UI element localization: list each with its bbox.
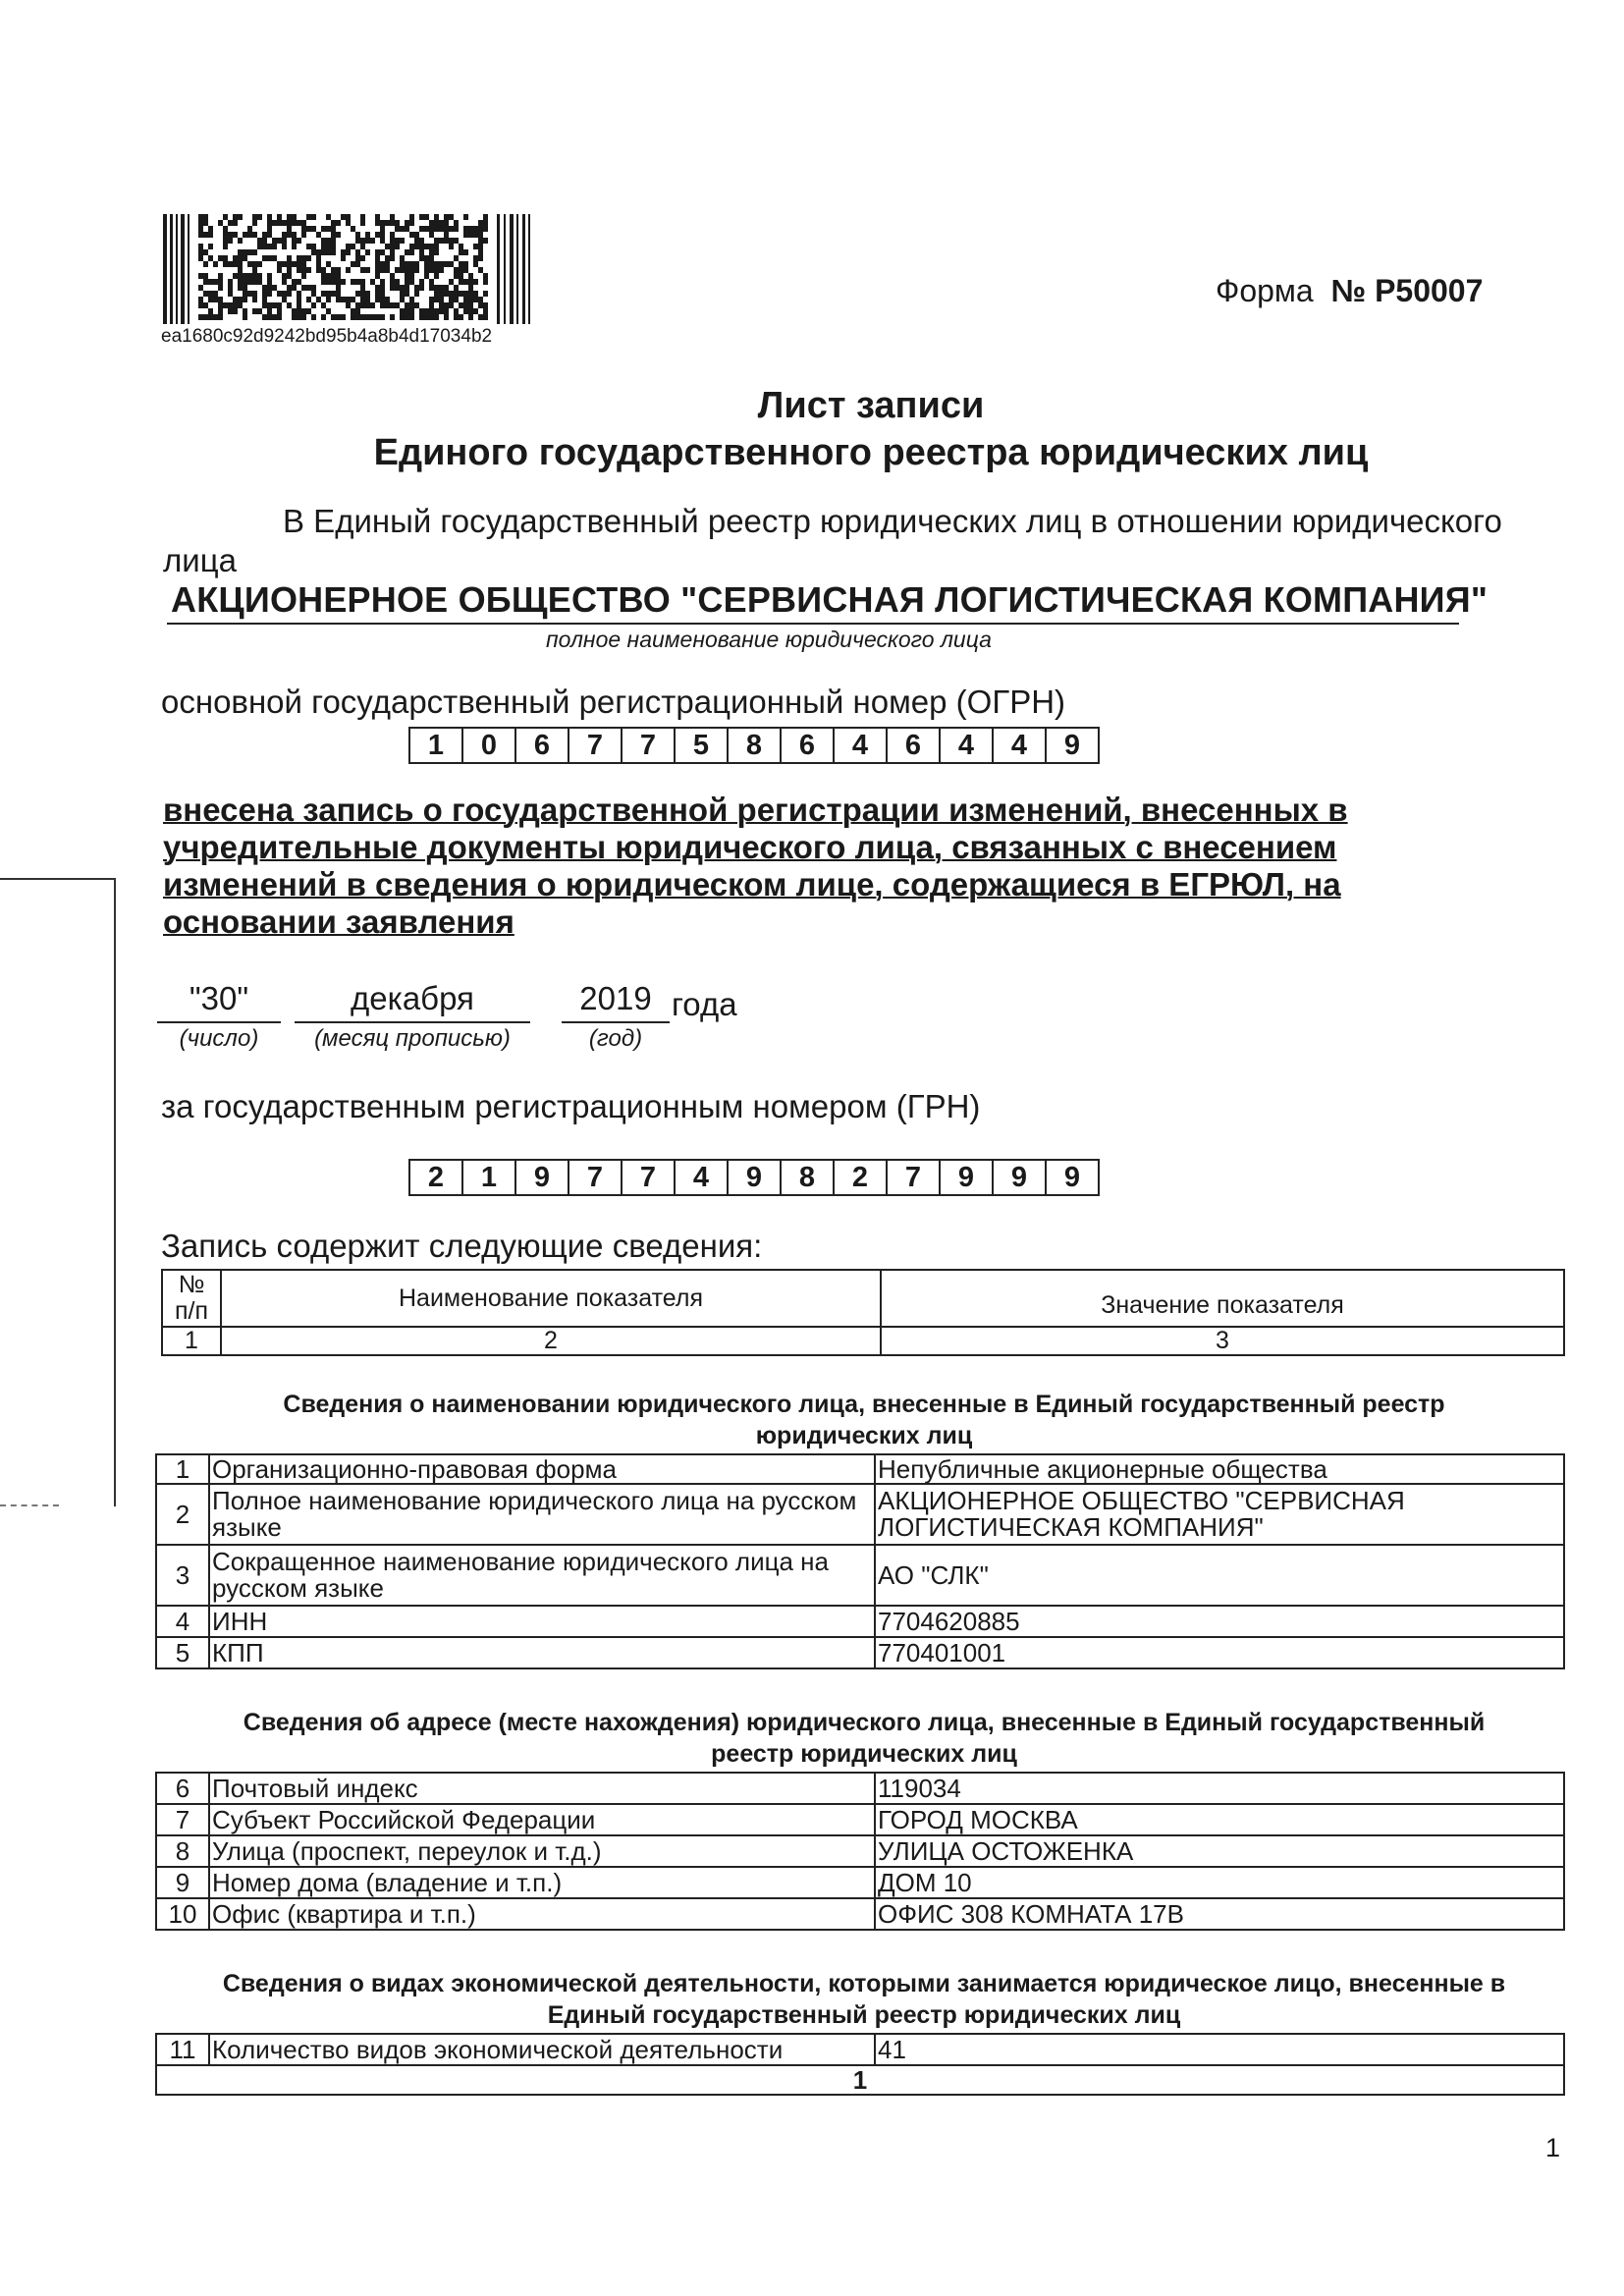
entry-line: внесена запись о государственной регистрации изменений, внесенных в	[163, 792, 1348, 828]
section-heading-address	[157, 1707, 1571, 1770]
form-label-text: Форма	[1216, 273, 1314, 308]
date-month: декабря	[351, 980, 474, 1016]
date-month-line	[295, 1021, 530, 1023]
margin-mark	[0, 878, 114, 880]
col-index: 2	[221, 1327, 881, 1355]
row-value: 7704620885	[875, 1606, 1564, 1637]
entry-description	[163, 792, 1459, 941]
row-number: 6	[156, 1773, 209, 1804]
date-year: 2019	[579, 980, 652, 1016]
table-row	[156, 1898, 1564, 1930]
intro-line-2: лица	[163, 542, 237, 578]
document-subtitle: Единого государственного реестра юридических лиц	[373, 432, 1369, 473]
table-row	[156, 1835, 1564, 1867]
grn-label: за государственным регистрационным номером (ГРН)	[161, 1088, 981, 1124]
col-value-header: Значение показателя	[881, 1270, 1564, 1327]
row-indicator: Количество видов экономической деятельности	[209, 2034, 875, 2065]
ogrn-digit: 6	[782, 729, 835, 762]
grn-digit: 2	[835, 1161, 888, 1194]
columns-header-table	[161, 1269, 1565, 1356]
section-heading-name	[157, 1389, 1571, 1451]
row-value: АО "СЛК"	[875, 1545, 1564, 1606]
entry-line: изменений в сведения о юридическом лице, содержащиеся в ЕГРЮЛ, на	[163, 866, 1341, 902]
date-month-caption: (месяц прописью)	[314, 1025, 511, 1052]
grn-digit: 9	[516, 1161, 569, 1194]
table-row	[156, 1606, 1564, 1637]
name-details-table	[155, 1453, 1565, 1669]
row-value: 41	[875, 2034, 1564, 2065]
ogrn-digit: 4	[941, 729, 994, 762]
entry-line: учредительные документы юридического лица, связанных с внесением	[163, 829, 1337, 865]
grn-digit: 4	[676, 1161, 729, 1194]
row-value: ОФИС 308 КОМНАТА 17В	[875, 1898, 1564, 1930]
row-value: Непубличные акционерные общества	[875, 1454, 1564, 1484]
row-number: 2	[156, 1484, 209, 1545]
grn-digit-boxes	[408, 1159, 1100, 1196]
row-indicator: Сокращенное наименование юридического лица на русском языке	[209, 1545, 875, 1606]
ogrn-digit: 4	[994, 729, 1047, 762]
table-row	[156, 1773, 1564, 1804]
grn-digit: 2	[410, 1161, 463, 1194]
row-indicator: КПП	[209, 1637, 875, 1668]
table-row	[156, 1484, 1564, 1545]
form-label	[1216, 273, 1483, 309]
col-index: 3	[881, 1327, 1564, 1355]
ogrn-digit: 7	[569, 729, 623, 762]
row-indicator: Субъект Российской Федерации	[209, 1804, 875, 1835]
address-details-table	[155, 1772, 1565, 1931]
col-number-header-line1: №	[178, 1271, 205, 1298]
section-heading-line: Сведения о наименовании юридического лица, внесенные в Единый государственный реестр	[283, 1391, 1445, 1418]
grn-digit: 9	[729, 1161, 782, 1194]
grn-digit: 9	[1063, 1162, 1081, 1193]
row-value: ДОМ 10	[875, 1867, 1564, 1898]
row-number: 11	[156, 2034, 209, 2065]
row-number: 8	[156, 1835, 209, 1867]
barcode-image	[163, 214, 534, 324]
row-value: 119034	[875, 1773, 1564, 1804]
activity-subheader: 1	[156, 2065, 1564, 2095]
col-index: 1	[162, 1327, 221, 1355]
row-indicator: Номер дома (владение и т.п.)	[209, 1867, 875, 1898]
date-day: "30"	[189, 980, 249, 1016]
grn-digit: 9	[941, 1161, 994, 1194]
row-value: УЛИЦА ОСТОЖЕНКА	[875, 1835, 1564, 1867]
section-heading-line: Единый государственный реестр юридических лиц	[547, 2001, 1181, 2029]
entry-line: основании заявления	[163, 903, 514, 940]
row-indicator: Почтовый индекс	[209, 1773, 875, 1804]
ogrn-digit: 6	[516, 729, 569, 762]
full-name-caption: полное наименование юридического лица	[546, 627, 992, 652]
table-row	[156, 1637, 1564, 1668]
col-name-header: Наименование показателя	[221, 1270, 881, 1327]
intro-line-1: В Единый государственный реестр юридических лиц в отношении юридического	[283, 503, 1502, 539]
grn-digit: 7	[623, 1161, 676, 1194]
grn-digit: 7	[888, 1161, 941, 1194]
table-row	[156, 2065, 1564, 2095]
ogrn-digit: 4	[835, 729, 888, 762]
grn-digit: 9	[994, 1161, 1047, 1194]
table-row	[156, 1867, 1564, 1898]
ogrn-digit: 7	[623, 729, 676, 762]
full-name-underline	[167, 623, 1459, 625]
section-heading-line: реестр юридических лиц	[711, 1740, 1017, 1768]
table-row	[156, 1545, 1564, 1606]
row-indicator: Полное наименование юридического лица на русском языке	[209, 1484, 875, 1545]
activities-table	[155, 2033, 1565, 2096]
document-title: Лист записи	[757, 385, 985, 426]
ogrn-digit: 5	[676, 729, 729, 762]
col-number-header	[162, 1270, 221, 1327]
row-number: 7	[156, 1804, 209, 1835]
ogrn-digit: 1	[410, 729, 463, 762]
barcode-code: ea1680c92d9242bd95b4a8b4d17034b2	[161, 326, 493, 347]
table-row	[156, 2034, 1564, 2065]
table-row	[156, 1454, 1564, 1484]
ogrn-label: основной государственный регистрационный номер (ОГРН)	[161, 683, 1066, 720]
grn-digit: 1	[463, 1161, 516, 1194]
row-value: ГОРОД МОСКВА	[875, 1804, 1564, 1835]
row-number: 10	[156, 1898, 209, 1930]
section-heading-line: Сведения о видах экономической деятельности, которыми занимается юридическое лицо, внесенные в	[222, 1970, 1506, 1997]
legal-entity-full-name: АКЦИОНЕРНОЕ ОБЩЕСТВО "СЕРВИСНАЯ ЛОГИСТИЧЕСКАЯ КОМПАНИЯ"	[171, 579, 1489, 620]
ogrn-digit: 9	[1063, 730, 1081, 761]
page-number: 1	[1545, 2133, 1561, 2162]
date-year-line	[562, 1021, 670, 1023]
table-row	[156, 1804, 1564, 1835]
row-number: 4	[156, 1606, 209, 1637]
date-day-line	[157, 1021, 281, 1023]
grn-digit: 8	[782, 1161, 835, 1194]
section-heading-line: юридических лиц	[755, 1422, 973, 1449]
row-number: 3	[156, 1545, 209, 1606]
row-value: 770401001	[875, 1637, 1564, 1668]
row-number: 9	[156, 1867, 209, 1898]
row-value: АКЦИОНЕРНОЕ ОБЩЕСТВО "СЕРВИСНАЯ ЛОГИСТИЧЕСКАЯ КОМПАНИЯ"	[875, 1484, 1564, 1545]
ogrn-digit-boxes	[408, 727, 1100, 764]
row-indicator: Офис (квартира и т.п.)	[209, 1898, 875, 1930]
row-indicator: Организационно-правовая форма	[209, 1454, 875, 1484]
form-number: № Р50007	[1330, 273, 1484, 308]
record-contents-label: Запись содержит следующие сведения:	[161, 1228, 763, 1264]
grn-digit: 7	[569, 1161, 623, 1194]
date-day-caption: (число)	[179, 1025, 259, 1052]
row-indicator: Улица (проспект, переулок и т.д.)	[209, 1835, 875, 1867]
ogrn-digit: 8	[729, 729, 782, 762]
section-heading-activities	[157, 1968, 1571, 2031]
ogrn-digit: 0	[463, 729, 516, 762]
margin-mark	[0, 1504, 59, 1506]
row-number: 5	[156, 1637, 209, 1668]
section-heading-line: Сведения об адресе (месте нахождения) юридического лица, внесенные в Единый государственный	[243, 1709, 1486, 1736]
row-indicator: ИНН	[209, 1606, 875, 1637]
date-year-caption: (год)	[588, 1025, 643, 1052]
date-year-suffix: года	[672, 986, 737, 1022]
margin-mark	[114, 878, 116, 1506]
ogrn-digit: 6	[888, 729, 941, 762]
row-number: 1	[156, 1454, 209, 1484]
col-number-header-line2: п/п	[174, 1297, 209, 1325]
